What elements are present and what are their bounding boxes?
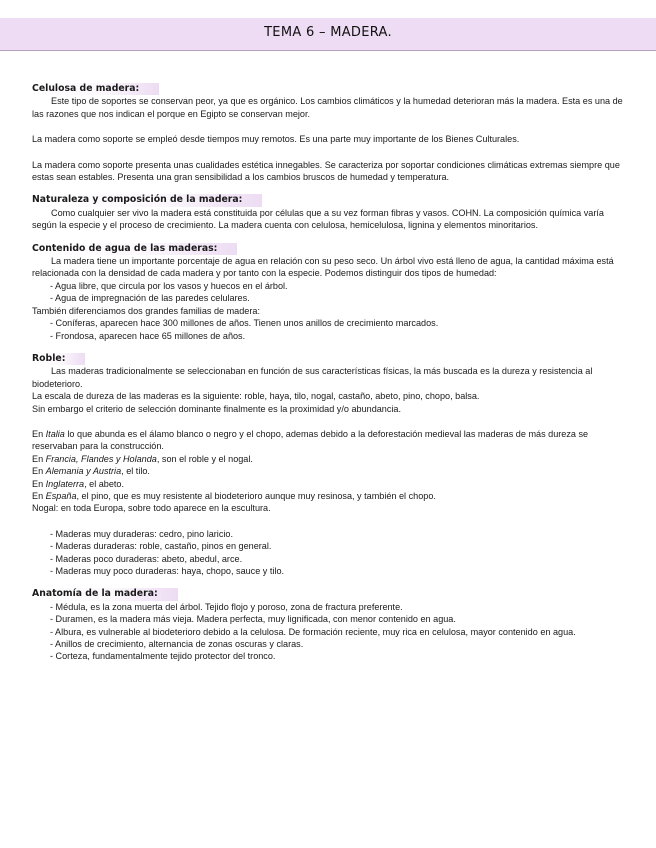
heading-roble: Roble:: [32, 353, 85, 365]
list-item: - Agua libre, que circula por los vasos y huecos en el árbol.: [50, 280, 288, 291]
roble-francia: En Francia, Flandes y Holanda, son el roble y el nogal.: [32, 453, 253, 464]
celulosa-paragraph-1: Este tipo de soportes se conservan peor, ya que es orgánico. Los cambios climáticos y la humedad deterioran más la madera. Esta es una de las razones que nos indican el porque en Egipto se conservan mejor.: [32, 96, 623, 119]
list-item: - Maderas muy poco duraderas: haya, chopo, sauce y tilo.: [50, 566, 285, 576]
list-item: - Médula, es la zona muerta del árbol. Tejido flojo y poroso, zona de fractura preferente.: [50, 601, 403, 612]
heading-celulosa: Celulosa de madera:: [32, 83, 159, 95]
roble-italia: En Italia lo que abunda es el álamo blanco o negro y el chopo, ademas debido a la deforestación medieval las maderas de más dureza se reservaban para la construcción.: [32, 428, 589, 452]
heading-naturaleza: Naturaleza y composición de la madera:: [32, 194, 262, 206]
list-item: - Maderas duraderas: roble, castaño, pinos en general.: [50, 541, 272, 552]
list-item: - Albura, es vulnerable al biodeterioro debido a la celulosa. De formación reciente, muy rica en celulosa, mayor contenido en agua.: [50, 626, 576, 637]
celulosa-paragraph-3: La madera como soporte presenta unas cualidades estética innegables. Se caracteriza por soportar condiciones climáticas extremas siempre que estas sean estables. Presenta una gran sensibilidad a los cambios bruscos de humedad y temperatura.: [32, 159, 620, 183]
roble-nogal: Nogal: en toda Europa, sobre todo aparece en la escultura.: [32, 503, 271, 514]
title-bar: [0, 18, 656, 51]
page-title: TEMA 6 – MADERA.: [264, 25, 392, 40]
contenido-paragraph-2: También diferenciamos dos grandes familias de madera:: [32, 305, 260, 316]
list-item: - Duramen, es la madera más vieja. Madera perfecta, muy lignificada, con menor contenido en agua.: [50, 614, 456, 625]
list-item: - Coníferas, aparecen hace 300 millones de años. Tienen unos anillos de crecimiento marcados.: [50, 318, 439, 329]
naturaleza-paragraph: Como cualquier ser vivo la madera está constituida por células que a su vez forman fibras y vasos. COHN. La composición química varía según la especie y el proceso de crecimiento. La madera cuenta con celulosa, hemicelulosa, lignina y elementos minoritarios.: [32, 207, 604, 231]
roble-paragraph-3: Sin embargo el criterio de selección dominante finalmente es la proximidad y/o abundancia.: [32, 403, 402, 414]
roble-paragraph-2: La escala de dureza de las maderas es la siguiente: roble, haya, tilo, nogal, castaño, abeto, pino, chopo, balsa.: [32, 391, 480, 402]
list-item: - Agua de impregnación de las paredes celulares.: [50, 293, 250, 304]
heading-contenido: Contenido de agua de las maderas:: [32, 243, 237, 255]
list-item: - Maderas poco duraderas: abeto, abedul, arce.: [50, 553, 243, 564]
roble-inglaterra: En Inglaterra, el abeto.: [32, 478, 125, 489]
document-body: [32, 82, 624, 663]
roble-alemania: En Alemania y Austria, el tilo.: [32, 466, 150, 477]
roble-espana: En España, el pino, que es muy resistente al biodeterioro aunque muy resinosa, y también el chopo.: [32, 490, 436, 501]
heading-anatomia: Anatomía de la madera:: [32, 588, 178, 600]
list-item: - Anillos de crecimiento, alternancia de zonas oscuras y claras.: [50, 639, 304, 650]
roble-paragraph-1: Las maderas tradicionalmente se seleccionaban en función de sus características físicas, la más buscada es la dureza y resistencia al biodeterioro.: [32, 366, 593, 389]
contenido-paragraph-1: La madera tiene un importante porcentaje de agua en relación con su peso seco. Un árbol vivo está lleno de agua, la cantidad máxima está relacionada con la densidad de cada madera y por tanto con la especie. Podemos distinguir dos tipos de humedad:: [32, 256, 614, 279]
list-item: - Maderas muy duraderas: cedro, pino laricio.: [50, 528, 233, 539]
list-item: - Corteza, fundamentalmente tejido protector del tronco.: [50, 651, 276, 662]
list-item: - Frondosa, aparecen hace 65 millones de años.: [50, 330, 246, 341]
celulosa-paragraph-2: La madera como soporte se empleó desde tiempos muy remotos. Es una parte muy importante de los Bienes Culturales.: [32, 134, 520, 145]
